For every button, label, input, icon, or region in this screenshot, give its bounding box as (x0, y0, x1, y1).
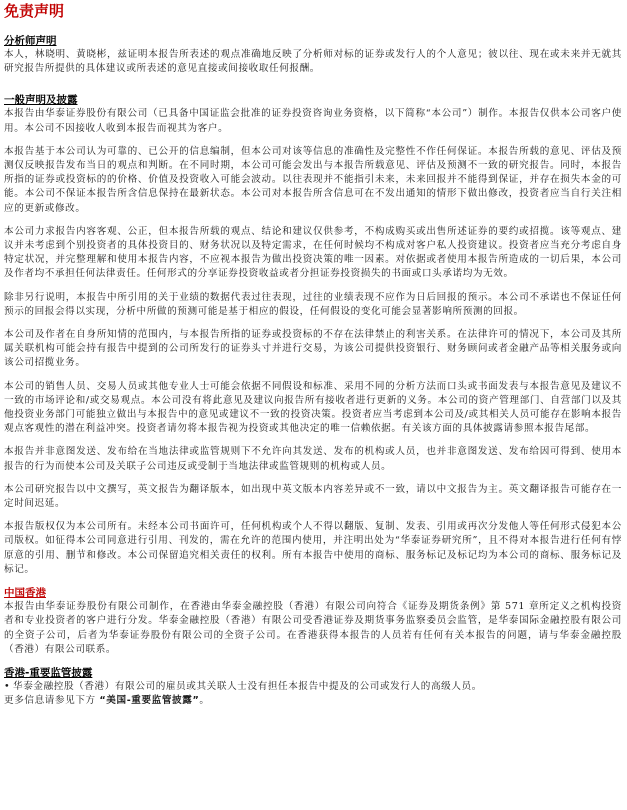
general-paragraph-8: 本公司研究报告以中文撰写，英文报告为翻译版本，如出现中英文版本内容差异或不一致，请以中文报告为主。英文翻译报告可能存在一定时间迟延。 (4, 483, 622, 510)
general-paragraph-7: 本报告并非意图发送、发布给在当地法律或监管规则下不允许向其发送、发布的机构或人员，也并非意图发送、发布给因可得到、使用本报告的行为而使本公司及关联子公司违反或受制于当地法律或监管规则的机构或人员。 (4, 446, 622, 472)
more-info-line (4, 694, 622, 708)
more-info-suffix: 。 (199, 694, 210, 706)
more-info-prefix: 更多信息请参见下方 (4, 694, 100, 706)
analyst-statement-section (4, 34, 622, 76)
general-paragraph-5: 本公司及作者在自身所知情的范围内，与本报告所指的证券或投资标的不存在法律禁止的利害关系。在法律许可的情况下，本公司及其所属关联机构可能会持有报告中提到的公司所发行的证券头寸并进行交易，为该公司提供投资银行、财务顾问或者金融产品等相关服务或向该公司招揽业务。 (4, 329, 622, 369)
bullet-icon: • (4, 680, 11, 692)
disclosure-bullet-item (4, 680, 622, 694)
general-disclosure-section (4, 93, 622, 577)
hong-kong-section (4, 586, 622, 657)
hong-kong-paragraph: 本报告由华泰证券股份有限公司制作，在香港由华泰金融控股（香港）有限公司向符合《证券及期货条例》第 571 章所定义之机构投资者和专业投资者的客户进行分发。华泰金融控股（香港）有限公司受香港证券及期货事务监察委员会监管，是华泰国际金融控股有限公司的全资子公司，后者为华泰证券股份有限公司的全资子公司。在香港获得本报告的人员若有任何有关本报告的问题，请与华泰金融控股（香港）有限公司联系。 (4, 601, 622, 655)
hong-kong-disclosure-section (4, 666, 622, 708)
general-paragraph-4: 除非另行说明，本报告中所引用的关于业绩的数据代表过往表现，过往的业绩表现不应作为日后回报的预示。本公司不承诺也不保证任何预示的回报会得以实现，分析中所做的预测可能是基于相应的假设，任何假设的变化可能会显著影响所预测的回报。 (4, 291, 622, 317)
hong-kong-heading: 中国香港 (4, 587, 46, 600)
disclosure-bullet-text: 华泰金融控股（香港）有限公司的雇员或其关联人士没有担任本报告中提及的公司或发行人的高级人员。 (13, 680, 482, 692)
analyst-statement-heading: 分析师声明 (4, 35, 57, 47)
general-paragraph-3: 本公司力求报告内容客观、公正，但本报告所载的观点、结论和建议仅供参考，不构成购买或出售所述证券的要约或招揽。该等观点、建议并未考虑到个别投资者的具体投资目的、财务状况以及特定需求，在任何时候均不构成对客户私人投资建议。投资者应当充分考虑自身特定状况，并完整理解和使用本报告内容，不应视本报告为做出投资决策的唯一因素。对依据或者使用本报告所造成的一切后果，本公司及作者均不承担任何法律责任。任何形式的分享证券投资收益或者分担证券投资损失的书面或口头承诺均为无效。 (4, 225, 622, 280)
disclaimer-page (4, 2, 622, 708)
general-paragraph-6: 本公司的销售人员、交易人员或其他专业人士可能会依据不同假设和标准、采用不同的分析方法而口头或书面发表与本报告意见及建议不一致的市场评论和/或交易观点。本公司没有将此意见及建议向报告所有接收者进行更新的义务。本公司的资产管理部门、自营部门以及其他投资业务部门可能独立做出与本报告中的意见或建议不一致的投资决策。投资者应当考虑到本公司及/或其相关人员可能存在影响本报告观点客观性的潜在利益冲突。投资者请勿将本报告视为投资或其他决定的唯一信赖依据。有关该方面的具体披露请参照本报告尾部。 (4, 380, 622, 435)
hong-kong-disclosure-heading: 香港-重要监管披露 (4, 666, 93, 679)
analyst-statement-paragraph: 本人，林晓明、黄晓彬，兹证明本报告所表述的观点准确地反映了分析师对标的证券或发行人的个人意见；彼以往、现在或未来并无就其研究报告所提供的具体建议或所表述的意见直接或间接收取任何报酬。 (4, 49, 622, 75)
page-title: 免责声明 (4, 2, 65, 20)
general-paragraph-1: 本报告由华泰证券股份有限公司（已具备中国证监会批准的证券投资咨询业务资格，以下简称“本公司”）制作。本报告仅供本公司客户使用。本公司不因接收人收到本报告而视其为客户。 (4, 108, 622, 134)
general-disclosure-heading: 一般声明及披露 (4, 94, 78, 107)
general-paragraph-9: 本报告版权仅为本公司所有。未经本公司书面许可，任何机构或个人不得以翻版、复制、发表、引用或再次分发他人等任何形式侵犯本公司版权。如征得本公司同意进行引用、刊发的，需在允许的范围内使用，并注明出处为“华泰证券研究所”，且不得对本报告进行任何有悖原意的引用、删节和修改。本公司保留追究相关责任的权利。所有本报告中使用的商标、服务标记及标记均为本公司的商标、服务标记及标记。 (4, 521, 622, 575)
us-disclosure-reference: “美国-重要监管披露” (99, 694, 200, 706)
general-paragraph-2: 本报告基于本公司认为可靠的、已公开的信息编制，但本公司对该等信息的准确性及完整性不作任何保证。本报告所载的意见、评估及预测仅反映报告发布当日的观点和判断。在不同时期，本公司可能会发出与本报告所载意见、评估及预测不一致的研究报告。同时，本报告所指的证券或投资标的的价格、价值及投资收入可能会波动。以往表现并不能指引未来，未来回报并不能得到保证，并存在损失本金的可能。本公司不保证本报告所含信息保持在最新状态。本公司对本报告所含信息可在不发出通知的情形下做出修改，投资者应当自行关注相应的更新或修改。 (4, 145, 622, 214)
